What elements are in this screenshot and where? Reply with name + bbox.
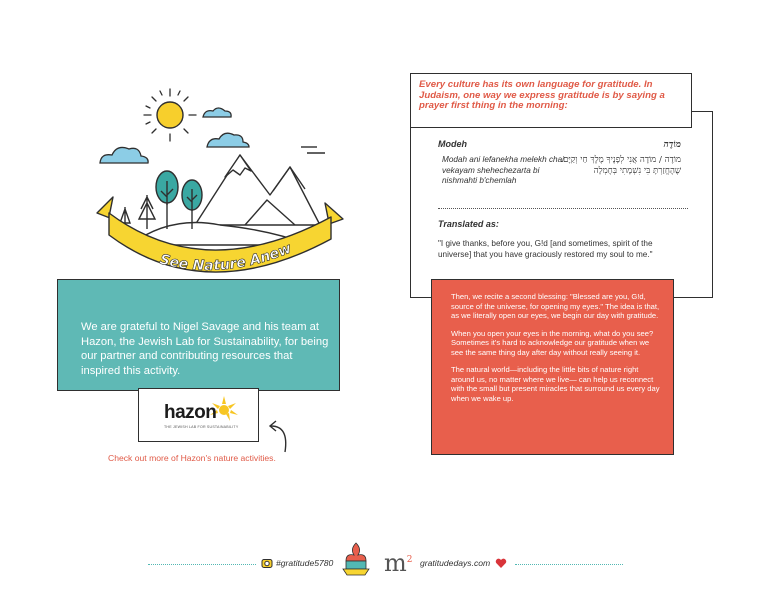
gratitude-badge-icon — [340, 539, 372, 579]
gratitude-text: We are grateful to Nigel Savage and his team at Hazon, the Jewish Lab for Sustainability, for being our partner and contributing resources that inspired this activity. — [81, 321, 329, 377]
dotted-line-left — [148, 564, 256, 565]
hazon-logo: hazon — [164, 402, 217, 423]
prayer-title-hebrew: מוֹדֶה — [663, 140, 681, 150]
heart-icon — [495, 558, 507, 569]
blessing-paragraph: When you open your eyes in the morning, what do you see? Sometimes it's hard to acknowledge our gratitude when we see the same thing day after day without really seeing it. — [451, 328, 654, 357]
blessing-text — [451, 292, 663, 411]
sun-icon — [144, 89, 196, 141]
prayer-hebrew: מוֹדֶה / מוֹדָה אֲנִי לְפָנֶיךָ מֶלֶךְ חַי וְקַיָּם. שֶׁהֶחֱזַרְתָּ בִּי נִשְׁמָתִי בְּחֶמְלָה — [560, 155, 681, 177]
website-link[interactable]: gratitudedays.com — [420, 558, 491, 568]
translated-label: Translated as: — [438, 219, 499, 229]
prayer-title: Modeh — [438, 139, 467, 149]
banner-text: See Nature Anew — [158, 240, 294, 274]
intro-box — [410, 73, 692, 128]
blessing-paragraph: The natural world—including the little bits of nature right around us, no matter where we live— can help us reconnect with the small but present miracles that surround us every day when we wake up. — [451, 365, 660, 403]
prayer-box — [410, 111, 713, 298]
intro-text: Every culture has its own language for gratitude. In Judaism, one way we express gratitude is by saying a prayer first thing in the morning: — [419, 79, 665, 112]
hazon-tagline: THE JEWISH LAB FOR SUSTAINABILITY — [164, 425, 239, 429]
gratitude-panel — [57, 279, 340, 391]
prayer-transliteration: Modah ani lefanekha melekh chai vekayam shehechezarta bi nishmahti b'chemlah — [442, 155, 564, 186]
hazon-activities-link[interactable]: Check out more of Hazon's nature activities. — [108, 453, 276, 463]
m2-logo: $m^2$ — [384, 549, 413, 577]
curved-arrow-icon — [265, 418, 291, 454]
blessing-box — [431, 279, 674, 455]
blessing-paragraph: Then, we recite a second blessing: "Blessed are you, G!d, source of the universe, for opening my eyes." The idea is that, as we literally open our eyes, we begin our day with gratitude. — [451, 292, 660, 320]
mountains-icon — [195, 147, 325, 225]
prayer-translation: "I give thanks, before you, G!d [and sometimes, spirit of the universe] that you have graciously restored my soul to me." — [438, 239, 653, 259]
nature-illustration — [95, 85, 345, 295]
hashtag-text[interactable]: #gratitude5780 — [276, 558, 334, 568]
hazon-logo-box[interactable] — [138, 388, 259, 442]
footer — [0, 545, 768, 585]
dotted-line-right — [515, 564, 623, 565]
dotted-divider — [438, 208, 688, 209]
camera-icon — [261, 557, 273, 569]
